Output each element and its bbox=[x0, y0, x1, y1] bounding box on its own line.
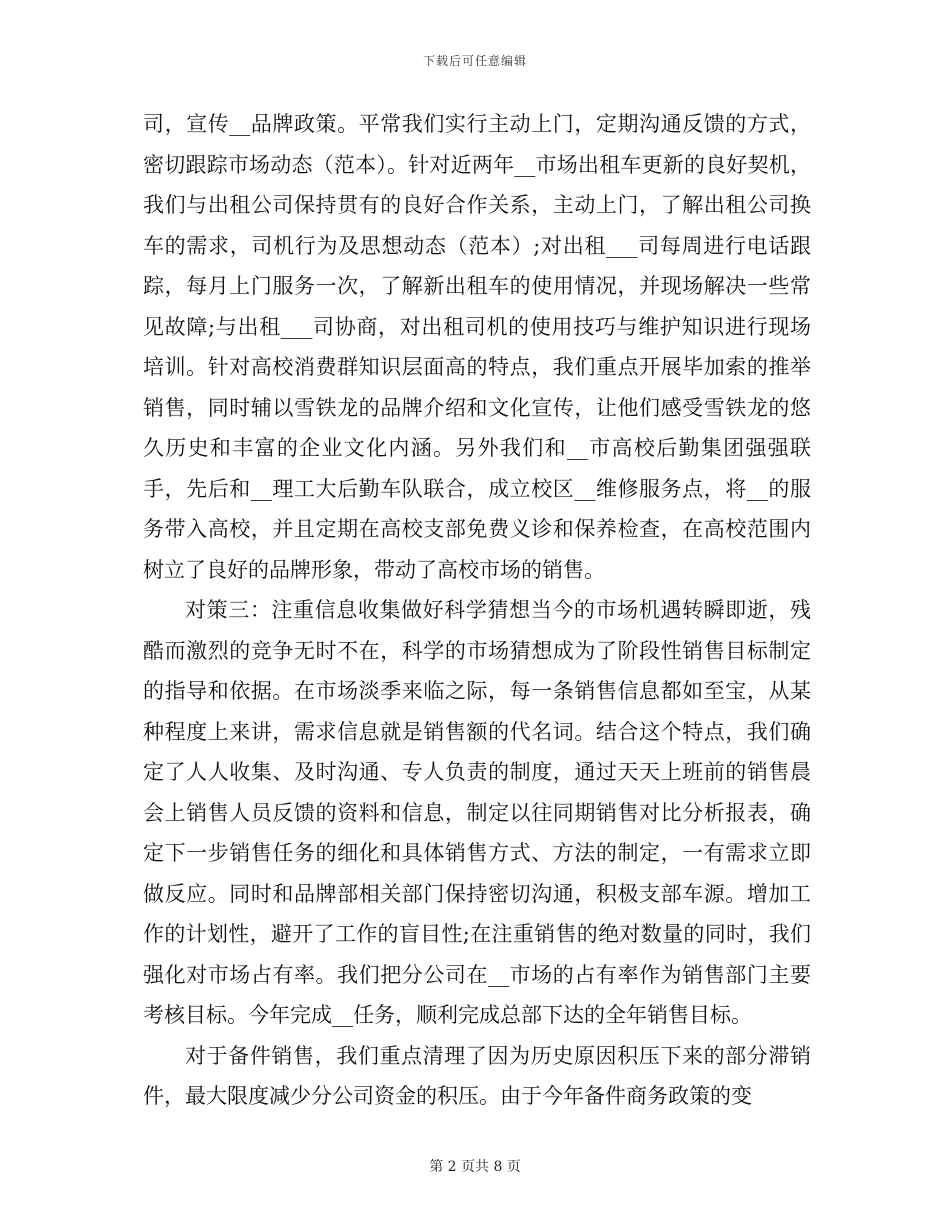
paragraph-parts-sales: 对于备件销售，我们重点清理了因为历史原因积压下来的部分滞销件，最大限度减少分公司资金的积压。由于今年备件商务政策的变 bbox=[143, 1043, 811, 1108]
document-body bbox=[143, 104, 811, 1117]
paragraph-strategy-three: 对策三：注重信息收集做好科学猜想当今的市场机遇转瞬即逝，残酷而激烈的竞争无时不在，科学的市场猜想成为了阶段性销售目标制定的指导和依据。在市场淡季来临之际，每一条销售信息都如至宝，从某种程度上来讲，需求信息就是销售额的代名词。结合这个特点，我们确定了人人收集、及时沟通、专人负责的制度，通过天天上班前的销售晨会上销售人员反馈的资料和信息，制定以往同期销售对比分析报表，确定下一步销售任务的细化和具体销售方式、方法的制定，一有需求立即做反应。同时和品牌部相关部门保持密切沟通，积极支部车源。增加工作的计划性，避开了工作的盲目性;在注重销售的绝对数量的同时，我们强化对市场占有率。我们把分公司在__市场的占有率作为销售部门主要考核目标。今年完成__任务，顺利完成总部下达的全年销售目标。 bbox=[143, 598, 811, 1027]
page-header-note: 下载后可任意编辑 bbox=[422, 54, 527, 68]
page-number-footer: 第 2 页共 8 页 bbox=[429, 1159, 521, 1175]
paragraph-dealer-promotion: 司，宣传__品牌政策。平常我们实行主动上门，定期沟通反馈的方式，密切跟踪市场动态（范本）。针对近两年__市场出租车更新的良好契机，我们与出租公司保持贯有的良好合作关系，主动上门，了解出租公司换车的需求，司机行为及思想动态（范本）;对出租___司每周进行电话跟踪，每月上门服务一次，了解新出租车的使用情况，并现场解决一些常见故障;与出租___司协商，对出租司机的使用技巧与维护知识进行现场培训。针对高校消费群知识层面高的特点，我们重点开展毕加索的推举销售，同时辅以雪铁龙的品牌介绍和文化宣传，让他们感受雪铁龙的悠久历史和丰富的企业文化内涵。另外我们和__市高校后勤集团强强联手，先后和__理工大后勤车队联合，成立校区__维修服务点，将__的服务带入高校，并且定期在高校支部免费义诊和保养检查，在高校范围内树立了良好的品牌形象，带动了高校市场的销售。 bbox=[143, 112, 811, 582]
